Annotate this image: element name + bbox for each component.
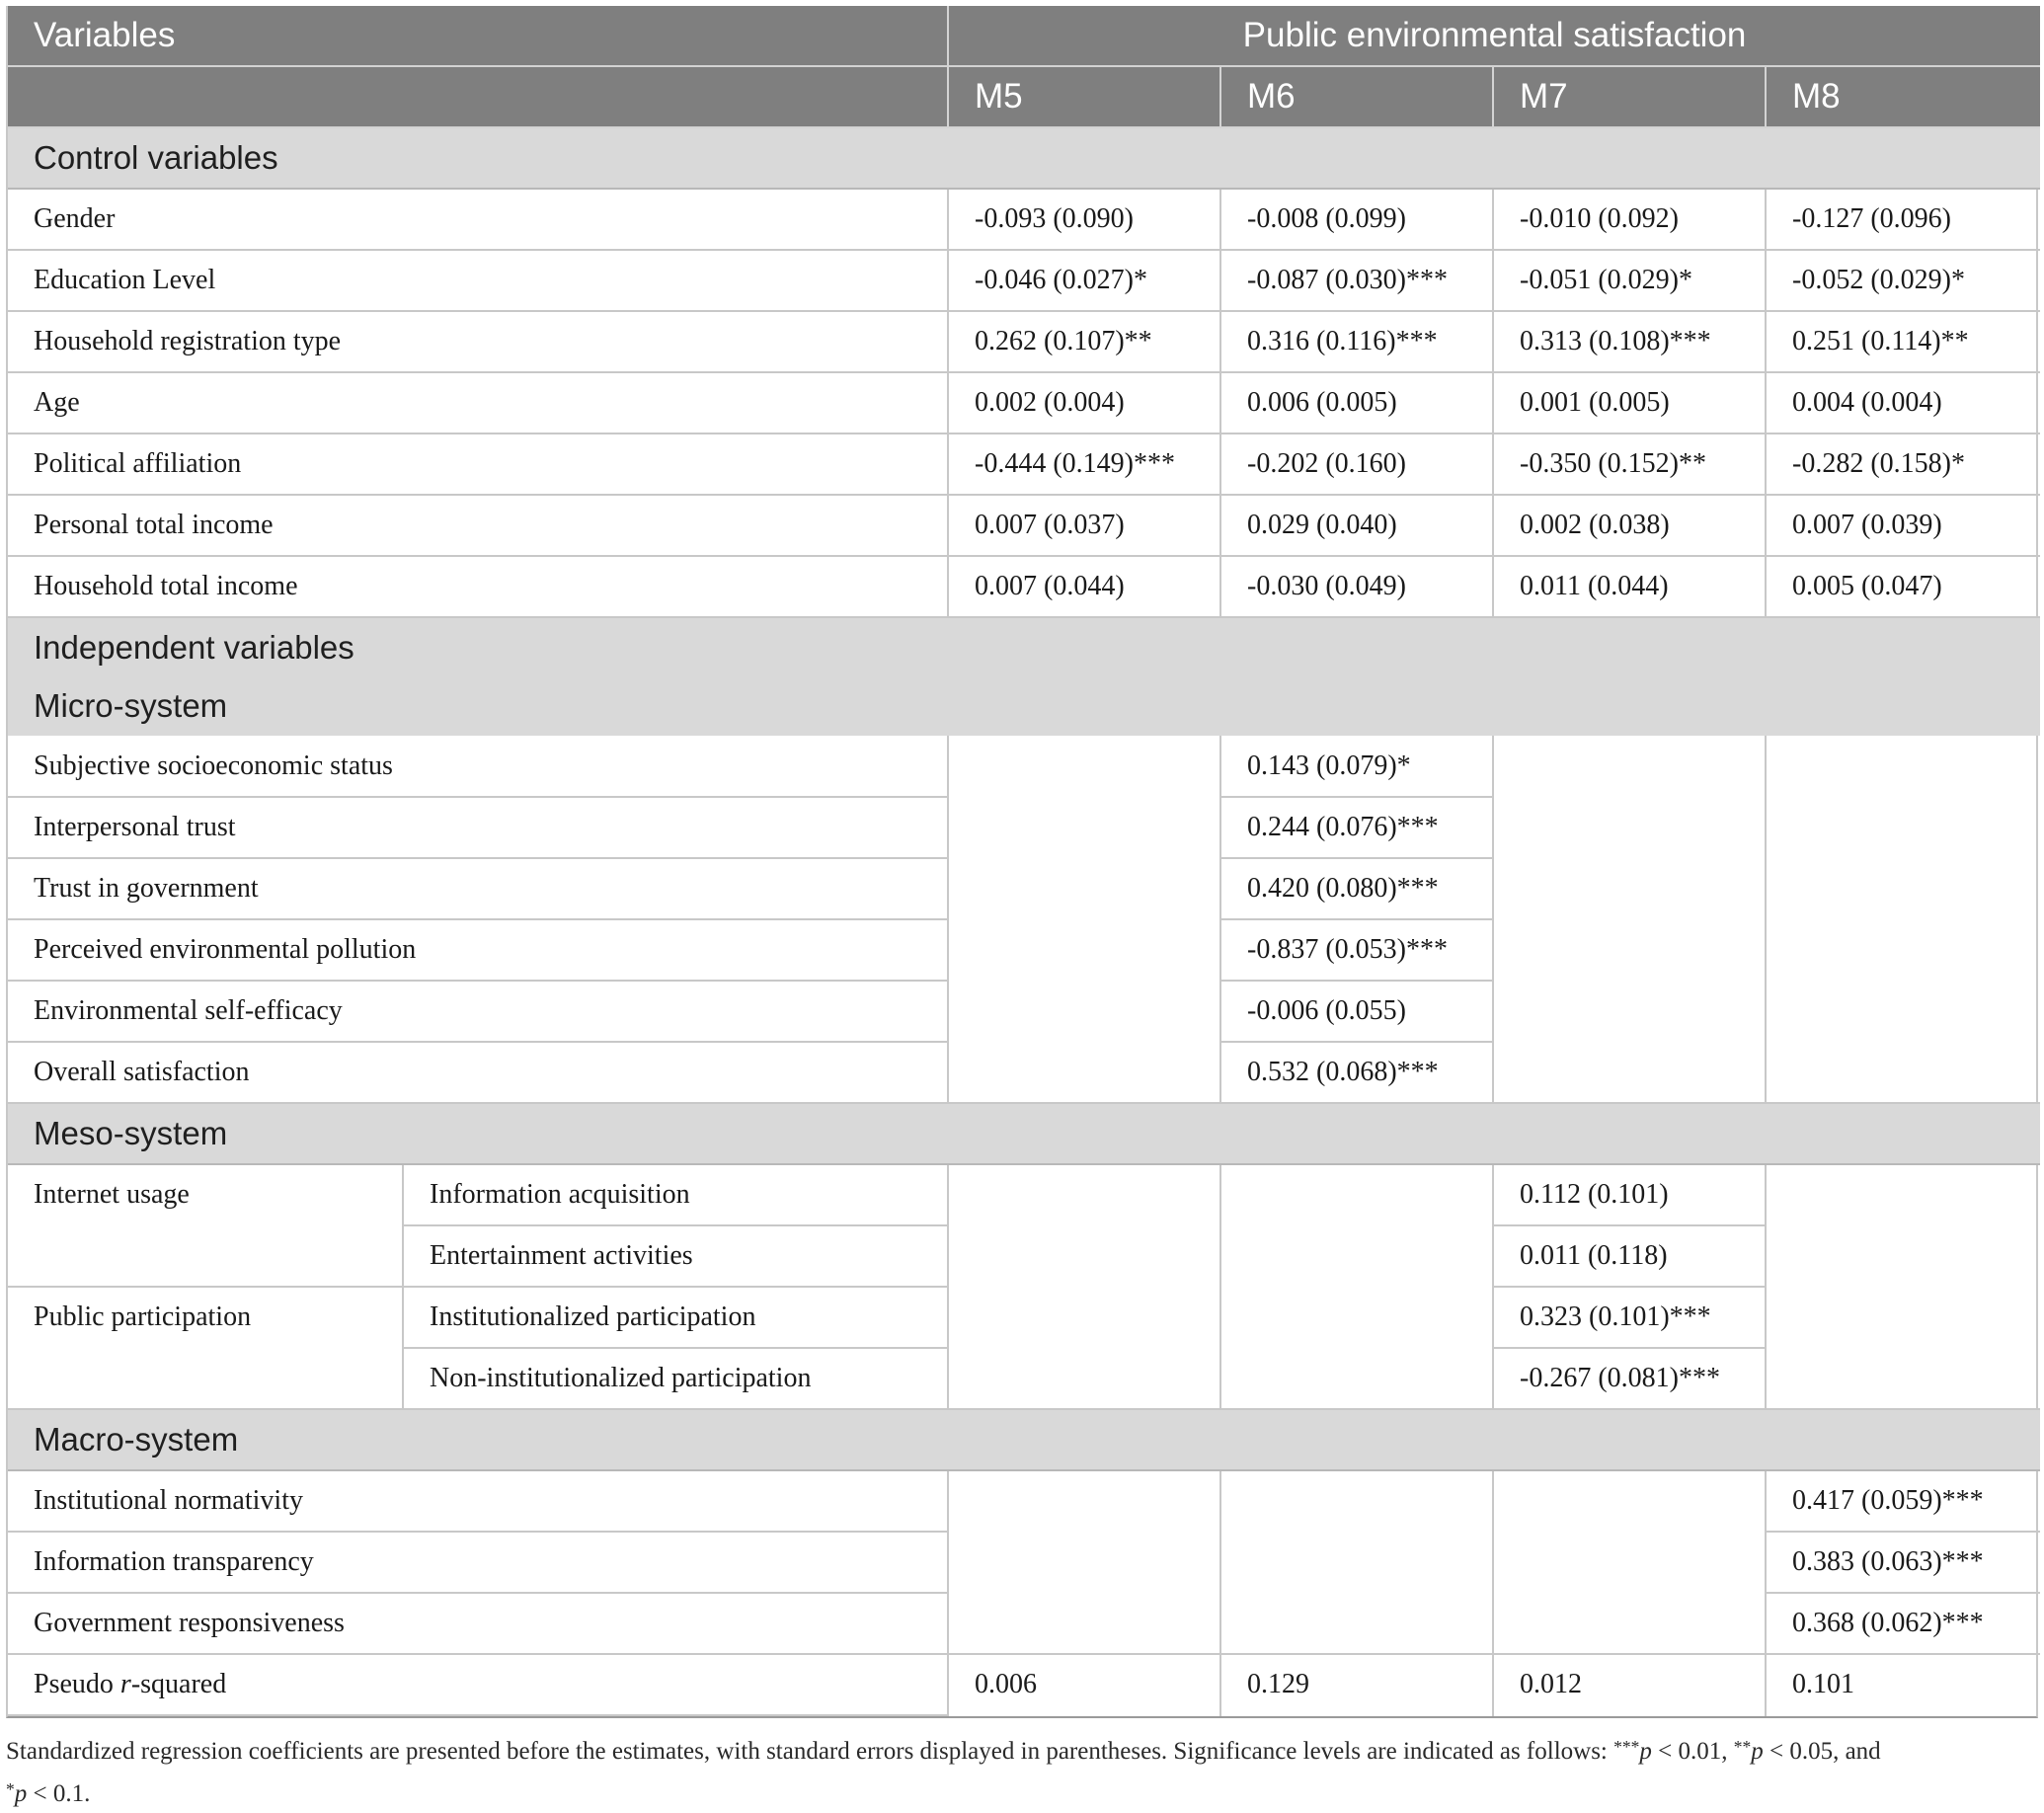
cell-m7: 0.323 (0.101)*** (1493, 1287, 1766, 1348)
row-label: Overall satisfaction (8, 1042, 948, 1103)
footnote-text: Standardized regression coefficients are presented before the estimates, with standard errors displayed in parentheses. Significance levels are indicated as follows: (6, 1738, 1614, 1766)
cell-m8: 0.007 (0.039) (1766, 495, 2040, 556)
cell-m7: 0.002 (0.038) (1493, 495, 1766, 556)
cell-m7: -0.267 (0.081)*** (1493, 1348, 1766, 1409)
row-label: Government responsiveness (8, 1593, 948, 1654)
outcome-header: Public environmental satisfaction (948, 6, 2040, 66)
cell-m5: 0.262 (0.107)** (948, 311, 1220, 372)
row-label: Information acquisition (403, 1164, 948, 1225)
row-label: Personal total income (8, 495, 948, 556)
pseudo-r2-row (8, 1654, 2040, 1715)
cell-m5-empty (948, 1470, 1220, 1654)
table-row (8, 556, 2040, 617)
cell-m7: -0.350 (0.152)** (1493, 434, 1766, 495)
cell-m5: -0.444 (0.149)*** (948, 434, 1220, 495)
table-row (8, 1470, 2040, 1532)
table-row (8, 736, 2040, 797)
cell-m6: -0.008 (0.099) (1220, 189, 1493, 250)
cell-m5: 0.007 (0.037) (948, 495, 1220, 556)
cell-m5-empty (948, 1164, 1220, 1409)
model-header-m8: M8 (1766, 66, 2040, 127)
section-meso (8, 1103, 2040, 1164)
table-row (8, 372, 2040, 434)
variables-header: Variables (8, 6, 948, 66)
table-row (8, 495, 2040, 556)
cell-m7: 0.112 (0.101) (1493, 1164, 1766, 1225)
cell-m7: -0.010 (0.092) (1493, 189, 1766, 250)
footnote-p-3: p (14, 1780, 28, 1808)
footnote-cond-2: < 0.05, and (1763, 1738, 1881, 1766)
footnote-cond-1: < 0.01, (1651, 1738, 1734, 1766)
regression-table-container (6, 6, 2038, 1813)
cell-m8: 0.368 (0.062)*** (1766, 1593, 2040, 1654)
cell-m8: -0.282 (0.158)* (1766, 434, 2040, 495)
cell-m5-empty (948, 736, 1220, 1103)
header-row-2 (8, 66, 2040, 127)
cell-m5: -0.093 (0.090) (948, 189, 1220, 250)
footnote-stars-2: ** (1733, 1737, 1752, 1757)
cell-m7: 0.012 (1493, 1654, 1766, 1715)
row-label: Perceived environmental pollution (8, 919, 948, 981)
cell-m6: -0.087 (0.030)*** (1220, 250, 1493, 311)
row-label: Political affiliation (8, 434, 948, 495)
cell-m7: -0.051 (0.029)* (1493, 250, 1766, 311)
row-label: Trust in government (8, 858, 948, 919)
table-footnote (6, 1728, 2030, 1813)
cell-m8: 0.251 (0.114)** (1766, 311, 2040, 372)
cell-m8: 0.417 (0.059)*** (1766, 1470, 2040, 1532)
group-label: Public participation (8, 1287, 403, 1409)
section-control (8, 127, 2040, 189)
row-label: Non-institutionalized participation (403, 1348, 948, 1409)
cell-m6-empty (1220, 1470, 1493, 1654)
section-label-micro: Micro-system (8, 676, 2040, 736)
row-label: Household registration type (8, 311, 948, 372)
cell-m8-empty (1766, 1164, 2040, 1409)
cell-m8: 0.101 (1792, 1669, 1855, 1699)
cell-m6: 0.316 (0.116)*** (1220, 311, 1493, 372)
table-row (8, 1164, 2040, 1225)
row-label: Education Level (8, 250, 948, 311)
regression-table (8, 6, 2040, 1716)
cell-m6: 0.532 (0.068)*** (1220, 1042, 1493, 1103)
row-label: Gender (8, 189, 948, 250)
cell-m5: -0.046 (0.027)* (948, 250, 1220, 311)
cell-m6-empty (1220, 1164, 1493, 1409)
footnote-stars-3: * (6, 1779, 15, 1800)
footnote-cond-3: < 0.1. (27, 1780, 91, 1808)
cell-m6: 0.006 (0.005) (1220, 372, 1493, 434)
row-label: Subjective socioeconomic status (8, 736, 948, 797)
cell-m5: 0.002 (0.004) (948, 372, 1220, 434)
cell-m7: 0.011 (0.044) (1493, 556, 1766, 617)
row-label-pseudo-r2 (8, 1654, 948, 1715)
section-micro (8, 676, 2040, 736)
cell-m8-empty (1766, 736, 2040, 1103)
table-row (8, 434, 2040, 495)
cell-m7: 0.001 (0.005) (1493, 372, 1766, 434)
cell-m5: 0.006 (948, 1654, 1220, 1715)
section-label-meso: Meso-system (8, 1103, 2040, 1164)
cell-m6: -0.202 (0.160) (1220, 434, 1493, 495)
model-header-m7: M7 (1493, 66, 1766, 127)
table-row (8, 250, 2040, 311)
table-row (8, 311, 2040, 372)
cell-m6: 0.129 (1220, 1654, 1493, 1715)
footnote-p-1: p (1639, 1738, 1652, 1766)
footnote-stars-1: *** (1613, 1737, 1640, 1757)
cell-m6: 0.143 (0.079)* (1220, 736, 1493, 797)
cell-m7: 0.313 (0.108)*** (1493, 311, 1766, 372)
table-frame (6, 6, 2038, 1718)
row-label: Institutionalized participation (403, 1287, 948, 1348)
cell-m7: 0.011 (0.118) (1493, 1225, 1766, 1287)
row-label: Environmental self-efficacy (8, 981, 948, 1042)
model-header-m5: M5 (948, 66, 1220, 127)
section-macro (8, 1409, 2040, 1470)
header-row-1 (8, 6, 2040, 66)
model-header-m6: M6 (1220, 66, 1493, 127)
pseudo-r2-var: r (119, 1669, 131, 1699)
cell-m6: 0.029 (0.040) (1220, 495, 1493, 556)
cell-m6: -0.030 (0.049) (1220, 556, 1493, 617)
cell-m8: -0.127 (0.096) (1766, 189, 2040, 250)
cell-m6: 0.244 (0.076)*** (1220, 797, 1493, 858)
cell-m8: 0.004 (0.004) (1766, 372, 2040, 434)
section-label-macro: Macro-system (8, 1409, 2040, 1470)
row-label: Information transparency (8, 1532, 948, 1593)
cell-m6: -0.006 (0.055) (1220, 981, 1493, 1042)
pseudo-r2-post: -squared (130, 1669, 227, 1699)
cell-m5: 0.007 (0.044) (948, 556, 1220, 617)
section-label-control: Control variables (8, 127, 2040, 189)
section-independent (8, 617, 2040, 676)
group-label: Internet usage (8, 1164, 403, 1287)
row-label: Institutional normativity (8, 1470, 948, 1532)
footnote-p-2: p (1751, 1738, 1764, 1766)
cell-m7-empty (1493, 1470, 1766, 1654)
cell-m6: 0.420 (0.080)*** (1220, 858, 1493, 919)
cell-m8: -0.052 (0.029)* (1766, 250, 2040, 311)
cell-m8: 0.383 (0.063)*** (1766, 1532, 2040, 1593)
row-label: Interpersonal trust (8, 797, 948, 858)
row-label: Age (8, 372, 948, 434)
row-label: Household total income (8, 556, 948, 617)
section-label-independent: Independent variables (8, 617, 2040, 676)
blank-header-cell (8, 66, 948, 127)
cell-m6: -0.837 (0.053)*** (1220, 919, 1493, 981)
cell-m8: 0.005 (0.047) (1766, 556, 2040, 617)
pseudo-r2-pre: Pseudo (34, 1669, 120, 1699)
row-label: Entertainment activities (403, 1225, 948, 1287)
cell-m7-empty (1493, 736, 1766, 1103)
table-row (8, 189, 2040, 250)
